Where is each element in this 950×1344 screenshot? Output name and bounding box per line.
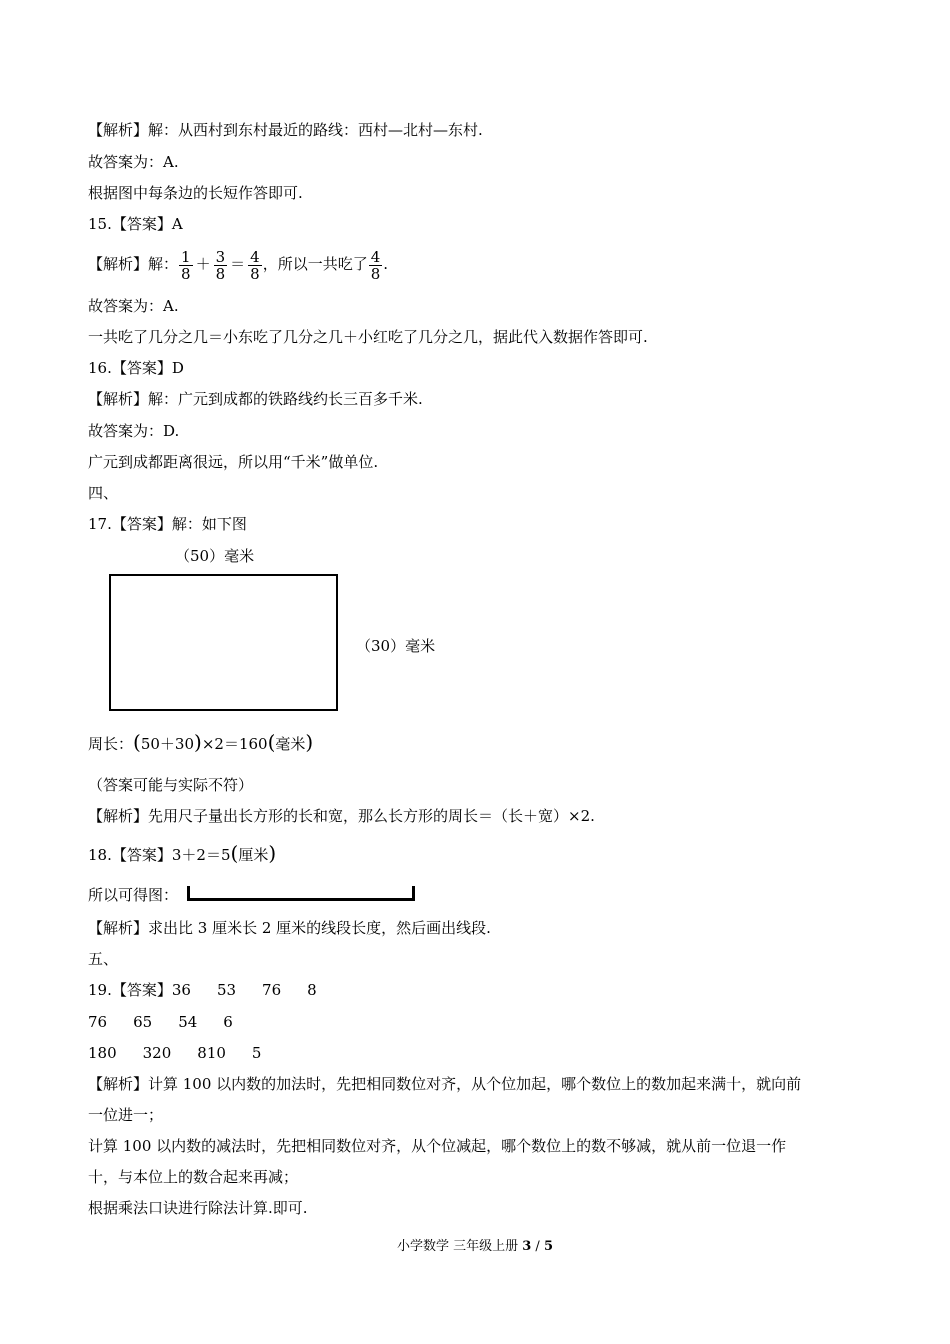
- text-line: 【解析】计算 100 以内数的加法时，先把相同数位对齐，从个位加起，哪个数位上的数加起来满十，就向前: [88, 1075, 802, 1093]
- text-line: 【解析】解：从西村到东村最近的路线：西村—北村—东村.: [88, 121, 483, 139]
- text-line: 【解析】先用尺子量出长方形的长和宽，那么长方形的周长＝（长＋宽）×2.: [88, 807, 595, 825]
- answer-value: 8: [307, 981, 317, 999]
- denominator: 8: [181, 264, 191, 283]
- expression: ×2＝160: [201, 735, 268, 753]
- text-line: 计算 100 以内数的减法时，先把相同数位对齐，从个位减起，哪个数位上的数不够减，就从前一位退一作: [88, 1137, 787, 1155]
- numerator: 4: [250, 247, 260, 266]
- page-footer: [0, 1235, 950, 1254]
- text-line: 故答案为：A.: [88, 297, 179, 315]
- text: ，所以一共吃了: [262, 255, 368, 273]
- text-line: 根据图中每条边的长短作答即可.: [88, 184, 303, 202]
- numerator: 3: [215, 247, 226, 266]
- answer-value: 76: [88, 1013, 108, 1031]
- line-segment-figure: [187, 886, 415, 901]
- section-heading: 五、: [88, 950, 119, 968]
- text-line: 【解析】求出比 3 厘米长 2 厘米的线段长度，然后画出线段.: [88, 919, 491, 937]
- perimeter-formula: 周长：(50＋30)×2＝160(毫米): [88, 730, 314, 754]
- footer-separator: /: [531, 1239, 544, 1254]
- denominator: 8: [215, 264, 226, 283]
- equals-sign: ＝: [230, 255, 246, 273]
- unit: 厘米: [238, 846, 269, 864]
- answer-value: 180: [88, 1044, 117, 1062]
- fraction: [369, 249, 383, 282]
- question-15-explanation: [88, 246, 388, 282]
- answer-value: 810: [197, 1044, 226, 1062]
- text-line: 故答案为：D.: [88, 422, 180, 440]
- section-heading: 四、: [88, 484, 119, 502]
- answer-row: [88, 1043, 261, 1063]
- answer-value: 53: [216, 981, 237, 999]
- question-15-answer: 15.【答案】A: [88, 215, 183, 233]
- page-number: 3: [522, 1239, 532, 1254]
- answer-value: 6: [223, 1013, 233, 1031]
- answer-row: [88, 1012, 233, 1032]
- answer-value: 65: [133, 1013, 153, 1031]
- question-19-answer: [88, 980, 317, 1000]
- label: 周长：: [88, 735, 134, 753]
- question-16-answer: 16.【答案】D: [88, 359, 184, 377]
- label: 19.【答案】: [88, 981, 172, 999]
- denominator: 8: [250, 264, 260, 283]
- footer-text: 小学数学 三年级上册: [396, 1239, 523, 1254]
- text-line: 根据乘法口诀进行除法计算.即可.: [88, 1199, 308, 1217]
- rect-width-label: （30）毫米: [356, 637, 436, 655]
- label: 18.【答案】: [88, 846, 172, 864]
- text: .: [383, 255, 389, 273]
- numerator: 4: [370, 247, 381, 266]
- question-18-answer: 18.【答案】3＋2＝5(厘米): [88, 841, 277, 865]
- expression: 3＋2＝5: [171, 846, 231, 864]
- text-line: 【解析】解：广元到成都的铁路线约长三百多千米.: [88, 390, 423, 408]
- answer-value: 5: [251, 1044, 262, 1062]
- answer-value: 320: [142, 1044, 172, 1062]
- numerator: 1: [181, 247, 191, 266]
- plus-sign: ＋: [195, 255, 211, 273]
- fraction: [179, 249, 193, 282]
- text-line: 所以可得图：: [88, 886, 179, 904]
- question-17-answer: 17.【答案】解：如下图: [88, 515, 247, 533]
- unit: 毫米: [275, 735, 306, 753]
- text-line: （答案可能与实际不符）: [88, 776, 254, 794]
- fraction: [248, 249, 262, 282]
- denominator: 8: [370, 264, 381, 283]
- fraction: [214, 249, 228, 282]
- rectangle-figure: [109, 574, 338, 711]
- text-line: 十，与本位上的数合起来再减；: [88, 1168, 299, 1186]
- answer-value: 36: [171, 981, 191, 999]
- text-line: 一共吃了几分之几＝小东吃了几分之几＋小红吃了几分之几，据此代入数据作答即可.: [88, 328, 648, 346]
- answer-value: 54: [178, 1013, 198, 1031]
- expression: 50＋30: [140, 735, 195, 753]
- text-line: 故答案为：A.: [88, 153, 179, 171]
- page-total: 5: [543, 1239, 553, 1254]
- text-line: 广元到成都距离很远，所以用“千米”做单位.: [88, 453, 379, 471]
- rect-length-label: （50）毫米: [175, 547, 255, 565]
- label: 【解析】解：: [88, 255, 179, 273]
- answer-value: 76: [262, 981, 282, 999]
- text-line: 一位进一；: [88, 1106, 164, 1124]
